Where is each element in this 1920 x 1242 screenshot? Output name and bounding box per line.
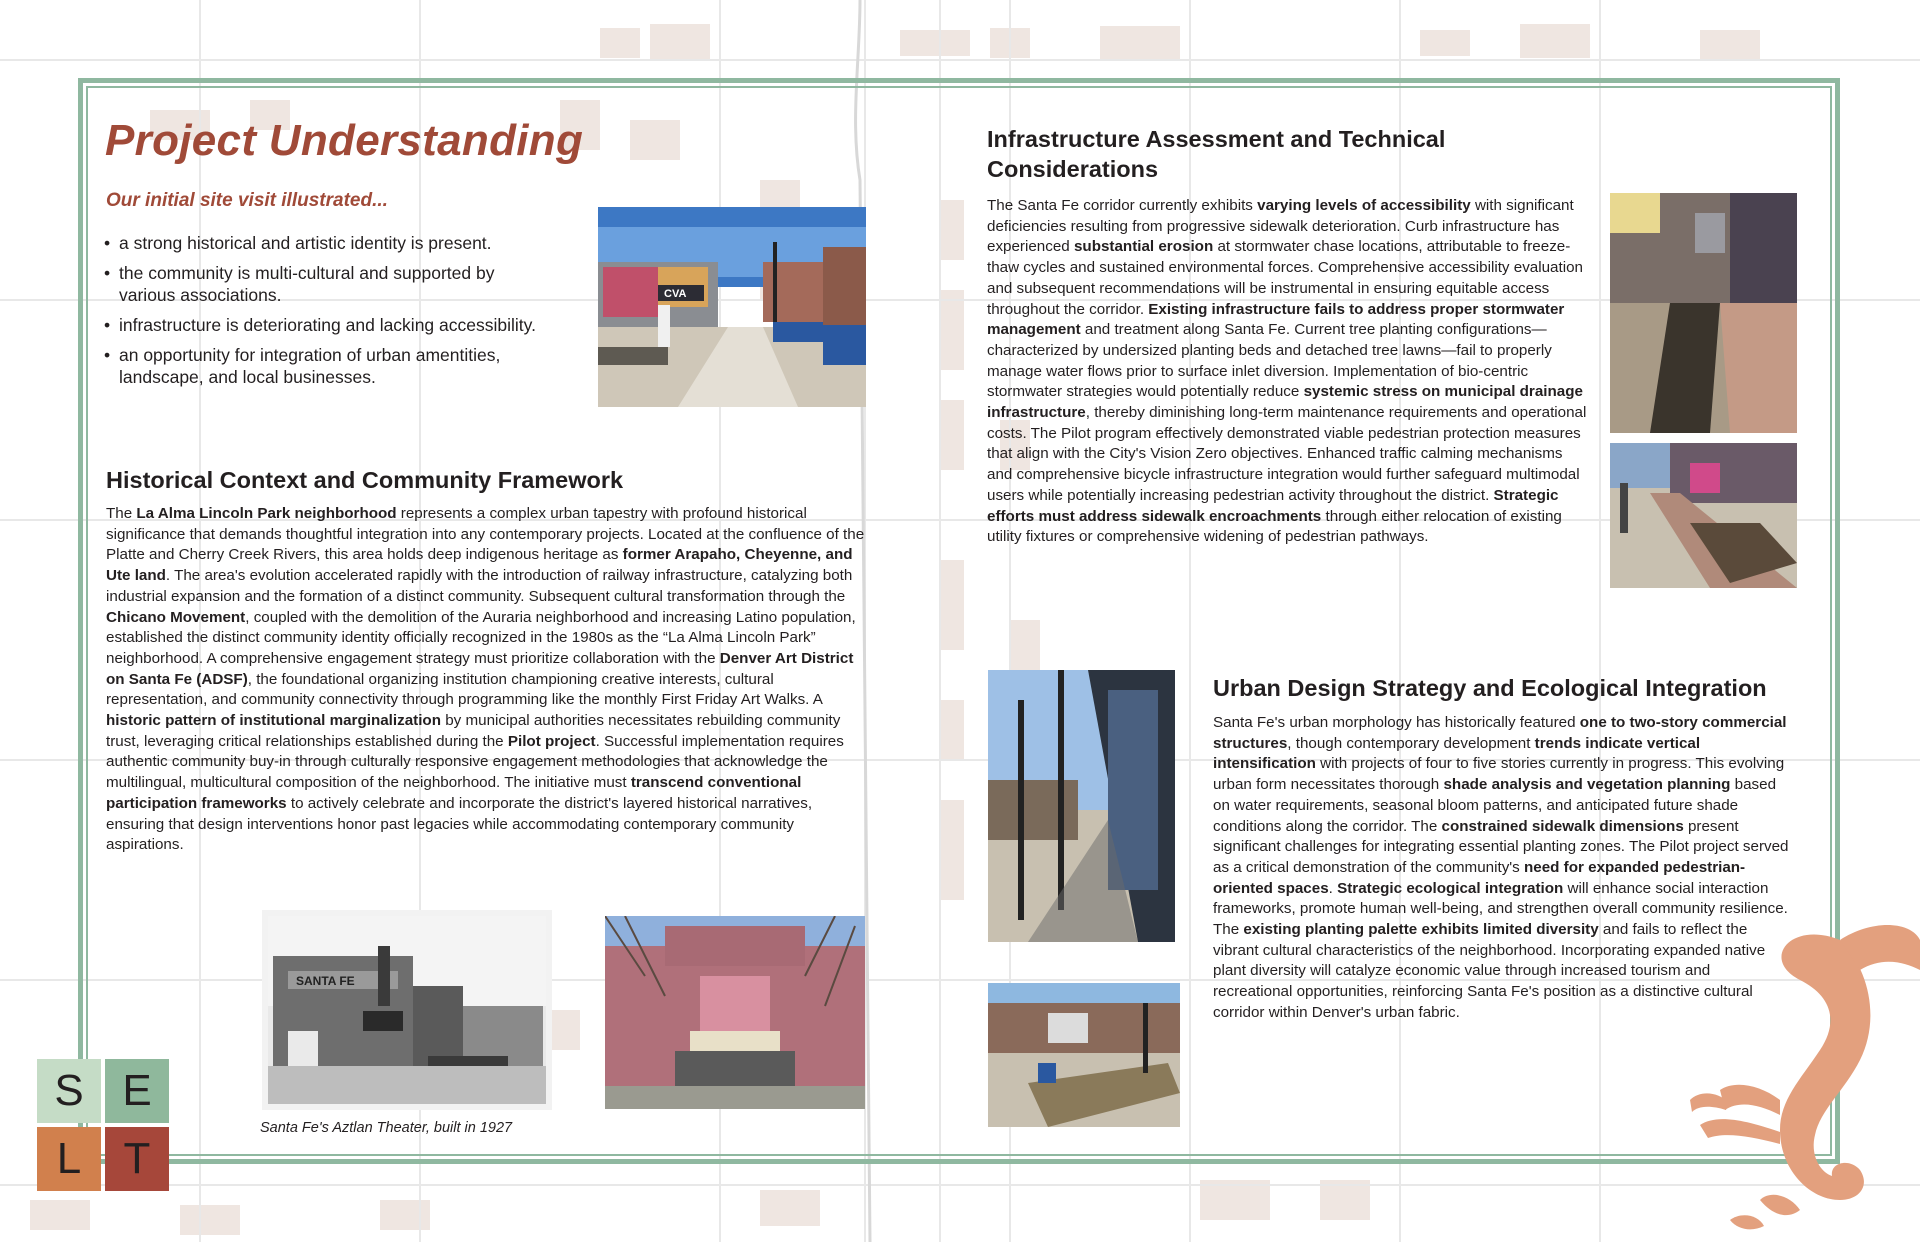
logo-cell-s: S <box>37 1059 101 1123</box>
logo-cell-t: T <box>105 1127 169 1191</box>
selt-logo <box>37 1059 171 1193</box>
storefront-sidewalk-photo <box>988 670 1175 942</box>
list-item <box>104 344 544 388</box>
list-item <box>104 262 544 306</box>
urban-design-heading: Urban Design Strategy and Ecological Integration <box>1213 675 1767 701</box>
bullet-icon: • <box>104 233 111 253</box>
list-item-text: infrastructure is deteriorating and lacking accessibility. <box>119 315 536 335</box>
list-item-text: a strong historical and artistic identity is present. <box>119 233 492 253</box>
list-item <box>104 232 544 254</box>
list-item-text: the community is multi-cultural and supported by various associations. <box>119 263 495 305</box>
aztlan-theater-photo <box>605 916 865 1109</box>
bullet-icon: • <box>104 315 111 335</box>
urban-design-paragraph: Santa Fe's urban morphology has historically featured one to two-story commercial structures, though contemporary development trends indicate vertical intensification with projects of four to five stories currently in progress. This evolving urban form necessitates thorough shade analysis and vegetation planning based on water requirements, seasonal bloom patterns, and anticipated future shade conditions along the corridor. The constrained sidewalk dimensions present significant challenges for integrating essential planting zones. The Pilot project served as a critical demonstration of the community's need for expanded pedestrian-oriented spaces. Strategic ecological integration will enhance social interaction frameworks, promote human well-being, and strengthen overall community resilience. The existing planting palette exhibits limited diversity and fails to reflect the vibrant cultural characteristics of the neighborhood. Incorporating expanded native plant diversity will catalyze economic value through increased tourism and recreational opportunities, reinforcing Santa Fe's position as a distinctive cultural corridor within Denver's urban fabric. <box>1213 714 1789 1021</box>
sidewalk-trench-photo <box>1610 443 1797 588</box>
page-subtitle: Our initial site visit illustrated... <box>106 190 388 211</box>
historic-theater-photo <box>262 910 552 1110</box>
santa-fe-sign: SANTA FE <box>296 974 355 988</box>
historical-paragraph: The La Alma Lincoln Park neighborhood represents a complex urban tapestry with profound historical significance that demands thoughtful integration into any contemporary projects. Located at the confluence of the Platte and Cherry Creek Rivers, this area holds deep indigenous heritage as former Arapaho, Cheyenne, and Ute land. The area's evolution accelerated rapidly with the introduction of railway infrastructure, catalyzing both industrial expansion and the formation of a distinct community. Subsequent cultural transformation through the Chicano Movement, coupled with the demolition of the Auraria neighborhood and increasing Latino population, established the distinct community identity officially recognized in the 1980s as the “La Alma Lincoln Park” neighborhood. A comprehensive engagement strategy must prioritize collaboration with the Denver Art District on Santa Fe (ADSF), the foundational organizing institution championing creative interests, cultural representation, and community connectivity through programming like the monthly First Friday Art Walks. A historic pattern of institutional marginalization by municipal authorities necessitates rebuilding community trust, leveraging critical relationships established during the Pilot project. Successful implementation requires authentic community buy-in through culturally responsive engagement methodologies that acknowledge the multilingual, multicultural composition of the neighborhood. The initiative must transcend conventional participation frameworks to actively celebrate and incorporate the district's layered historical narratives, ensuring that design interventions honor past legacies while accommodating contemporary community aspirations. <box>106 505 865 854</box>
cva-sign: CVA <box>664 288 687 300</box>
bullet-icon: • <box>104 263 111 283</box>
bullet-icon: • <box>104 345 111 365</box>
page-title: Project Understanding <box>105 116 584 165</box>
theater-caption: Santa Fe's Aztlan Theater, built in 1927 <box>260 1120 513 1136</box>
street-mural-photo <box>598 207 866 407</box>
historical-heading: Historical Context and Community Framework <box>106 467 624 493</box>
list-item-text: an opportunity for integration of urban amentities, landscape, and local businesses. <box>119 345 501 387</box>
planter-median-photo <box>988 983 1180 1127</box>
curb-drain-photo <box>1610 193 1797 433</box>
logo-cell-e: E <box>105 1059 169 1123</box>
site-visit-list <box>104 232 544 396</box>
list-item <box>104 314 544 336</box>
infrastructure-paragraph: The Santa Fe corridor currently exhibits varying levels of accessibility with significant deficiencies resulting from progressive sidewalk deterioration. Curb infrastructure has experienced substantial erosion at stormwater chase locations, attributable to freeze-thaw cycles and sustained environmental forces. Comprehensive accessibility evaluation and subsequent recommendations will be instrumental in ensuring equitable access throughout the corridor. Existing infrastructure fails to address proper stormwater management and treatment along Santa Fe. Current tree planting configurations—characterized by undersized planting beds and detached tree lawns—fail to properly manage water flows prior to surface inlet diversion. Implementation of bio-centric stormwater strategies would potentially reduce systemic stress on municipal drainage infrastructure, thereby diminishing long-term maintenance requirements and operational costs. The Pilot program effectively demonstrated viable pedestrian protection measures that align with the City's Vision Zero objectives. Enhanced traffic calming mechanisms and comprehensive bicycle infrastructure integration would further safeguard multimodal users while potentially increasing pedestrian activity throughout the district. Strategic efforts must address sidewalk encroachments through either relocation of existing utility fixtures or comprehensive widening of pedestrian pathways. <box>987 197 1587 546</box>
logo-cell-l: L <box>37 1127 101 1191</box>
infrastructure-heading: Infrastructure Assessment and Technical Considerations <box>987 126 1446 182</box>
